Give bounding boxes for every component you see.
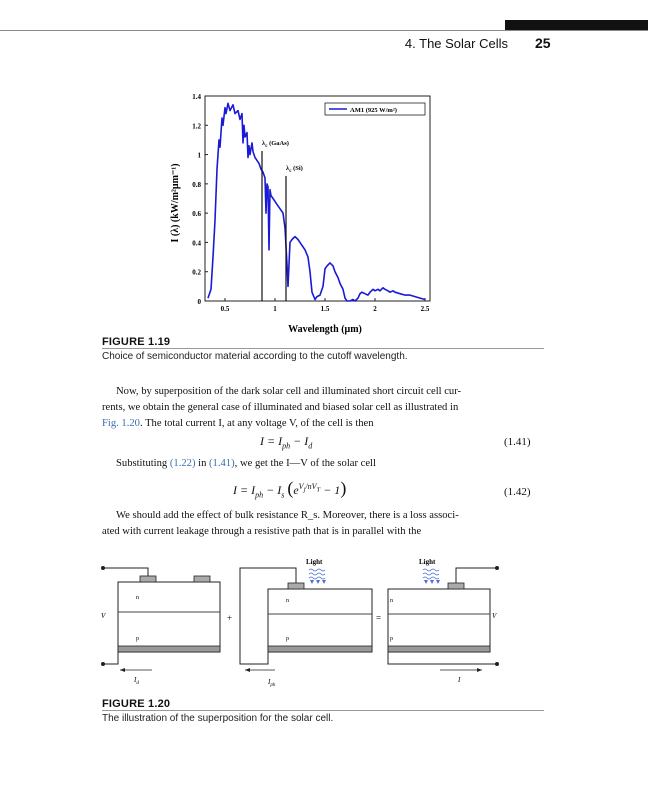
equals-sign: = xyxy=(376,613,382,623)
page-number: 25 xyxy=(535,35,551,51)
y-tick-label: 0.4 xyxy=(192,239,201,248)
y-tick-label: 0 xyxy=(197,298,201,306)
chart-xlabel: Wavelength (μm) xyxy=(288,324,362,335)
paragraph-1: Now, by superposition of the dark solar cell and illuminated short circuit cell cur- rents, we obtain the general case of illuminated and biased solar cell as illustrated in Fig. 1.20. The total current I, at any voltage V, of the cell is then xyxy=(102,386,462,429)
cutoff-label: $\lambda_c$ (GaAs) xyxy=(262,140,289,149)
caption-rule xyxy=(102,710,544,711)
svg-text:Light: Light xyxy=(306,558,323,566)
x-tick-label: 2.5 xyxy=(420,305,430,313)
svg-text:p: p xyxy=(286,636,289,642)
svg-text:n: n xyxy=(390,598,393,604)
y-tick-label: 0.2 xyxy=(192,268,201,277)
figure-label-1-19: FIGURE 1.19 xyxy=(102,336,171,348)
illuminated-cell xyxy=(240,558,372,688)
superposition-diagram xyxy=(90,552,510,697)
svg-text:Id: $I_d$ xyxy=(134,676,139,686)
spectrum-chart xyxy=(160,88,450,338)
y-tick-label: 0.8 xyxy=(192,180,201,189)
svg-text:V: V xyxy=(492,612,497,620)
equation-1-41: $I = I_{ph} - I_d$ xyxy=(260,434,313,451)
plus-sign: + xyxy=(227,613,233,623)
paragraph-3: We should add the effect of bulk resistance R_s. Moreover, there is a loss associ- ated with current leakage through a resistive path that is in parallel with the xyxy=(102,510,459,537)
chart-frame xyxy=(205,96,430,301)
svg-text:V: V xyxy=(101,612,106,620)
running-head: 4. The Solar Cells xyxy=(404,36,508,51)
y-tick-label: 1.4 xyxy=(192,93,201,101)
x-tick-label: 2 xyxy=(373,305,377,313)
equation-1-42: $I = I_{ph} - I_s$ $(e^{V_j/nV_T} - 1)$ xyxy=(233,478,347,500)
y-tick-label: 0.6 xyxy=(192,210,201,219)
header-rule xyxy=(0,30,648,31)
equation-number-1-41: (1.41) xyxy=(504,436,531,448)
figure-label-1-20: FIGURE 1.20 xyxy=(102,698,171,710)
y-tick-label: 1.2 xyxy=(192,122,201,131)
equation-number-1-42: (1.42) xyxy=(504,486,531,498)
series-line-am1 xyxy=(208,103,425,301)
chart-ylabel: I (λ) (kW/m²μm⁻¹) xyxy=(170,163,181,243)
svg-text:Light: Light xyxy=(419,558,436,566)
svg-text:p: p xyxy=(390,636,393,642)
svg-text:Iph: $I_{ph}$ xyxy=(268,678,276,688)
svg-text:n: n xyxy=(286,598,289,604)
figure-caption-1-19: Choice of semiconductor material according to the cutoff wavelength. xyxy=(102,351,408,362)
svg-text:I: I xyxy=(458,676,461,684)
svg-text:p: p xyxy=(136,636,139,642)
svg-text:n: n xyxy=(136,595,139,601)
x-tick-label: 0.5 xyxy=(220,305,230,313)
figure-caption-1-20: The illustration of the superposition for the solar cell. xyxy=(102,713,334,724)
dark-cell xyxy=(101,566,220,686)
eq-1-41-link[interactable]: (1.41) xyxy=(209,458,235,469)
x-tick-label: 1.5 xyxy=(320,305,330,313)
paragraph-2: Substituting (1.22) in (1.41), we get the I—V of the solar cell xyxy=(116,458,376,469)
caption-rule xyxy=(102,348,544,349)
x-tick-label: 1 xyxy=(273,305,277,313)
eq-1-22-link[interactable]: (1.22) xyxy=(169,458,196,469)
cutoff-label: $\lambda_c$ (Si) xyxy=(286,165,303,174)
legend-label: AM1 (925 W/m²) xyxy=(350,107,397,114)
y-tick-label: 1 xyxy=(197,151,201,160)
combined-cell xyxy=(388,558,499,684)
fig-1-20-link[interactable]: Fig. 1.20 xyxy=(102,418,140,429)
